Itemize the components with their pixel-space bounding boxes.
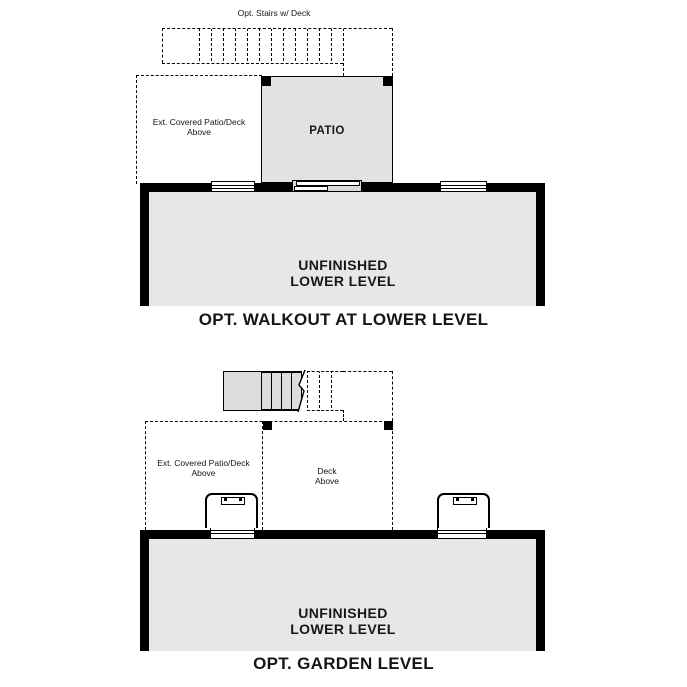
room-label-line2: LOWER LEVEL xyxy=(290,621,396,637)
room-label-line2: LOWER LEVEL xyxy=(290,273,396,289)
covered-patio-label-line1: Ext. Covered Patio/Deck xyxy=(152,117,246,127)
covered-patio-label xyxy=(145,458,262,478)
deck-label-line2: Above xyxy=(314,476,340,486)
room-label-line1: UNFINISHED xyxy=(298,257,388,273)
covered-patio-label xyxy=(136,117,262,137)
window-well-ladder xyxy=(221,497,245,505)
covered-patio-label-line2: Above xyxy=(186,127,212,137)
deck-label xyxy=(262,466,392,486)
deck-post-left xyxy=(263,421,272,430)
stairs-outline-left xyxy=(162,28,163,63)
window xyxy=(440,181,487,192)
patio-label: PATIO xyxy=(309,125,345,137)
window xyxy=(211,181,255,192)
stairs-outline-bottom xyxy=(162,63,343,64)
room-label xyxy=(145,605,541,637)
stairs-outline-connector xyxy=(343,63,344,76)
sliding-door xyxy=(292,180,362,192)
window-well-ladder xyxy=(453,497,477,505)
stairs-outline-connector xyxy=(343,410,344,421)
stair-landing xyxy=(223,371,262,411)
figure-title-garden: OPT. GARDEN LEVEL xyxy=(253,654,434,673)
patio-corner-post-left xyxy=(262,77,271,86)
covered-patio-label-line2: Above xyxy=(191,468,216,478)
patio-region xyxy=(261,76,393,183)
sliding-door-panel xyxy=(294,186,328,191)
covered-patio-label-line1: Ext. Covered Patio/Deck xyxy=(157,458,250,468)
window-well-left xyxy=(205,493,258,528)
stairs-outline-right xyxy=(392,28,393,76)
stairs-outline-right xyxy=(392,371,393,421)
stair-treads-dashed xyxy=(199,29,346,63)
deck-label-line1: Deck xyxy=(317,466,337,476)
patio-corner-post-right xyxy=(383,77,392,86)
stairs-outline-top xyxy=(343,371,392,372)
stair-treads-dashed xyxy=(307,371,343,411)
room-label-line1: UNFINISHED xyxy=(298,605,388,621)
figure-title-walkout: OPT. WALKOUT AT LOWER LEVEL xyxy=(198,310,489,329)
deck-outline-right xyxy=(392,421,393,530)
room-label xyxy=(145,257,541,289)
stairs-label: Opt. Stairs w/ Deck xyxy=(237,8,311,18)
window-well-right xyxy=(437,493,490,528)
